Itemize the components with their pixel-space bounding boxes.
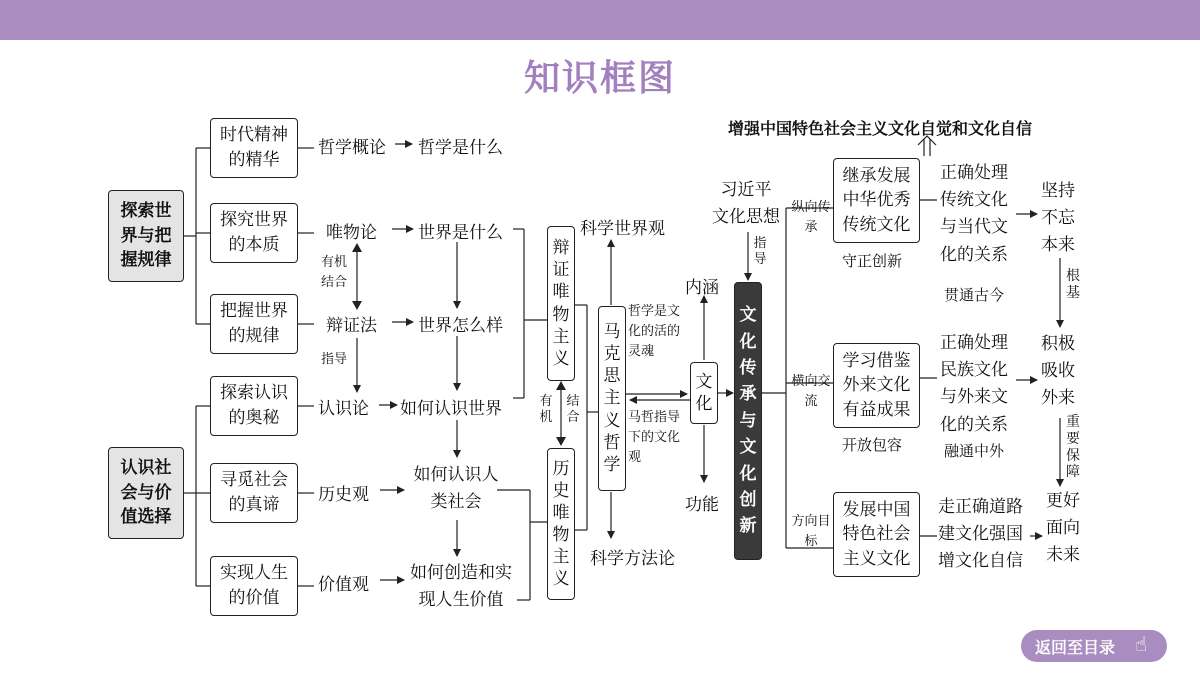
what-phil: 哲学是什么	[418, 138, 503, 158]
branch-1-tag: 守正创新	[842, 252, 903, 270]
branch-2-tag: 开放包容	[842, 436, 903, 454]
xi-thought	[712, 177, 780, 231]
sub-box-2	[210, 203, 298, 263]
xi-guide-label: 指导	[753, 236, 767, 267]
sub-label-1: 时代精神的精华	[220, 125, 288, 170]
branch-1-result: 坚持不忘本来	[1041, 181, 1075, 256]
science-worldview: 科学世界观	[580, 219, 665, 239]
branch-3-box	[833, 492, 920, 577]
sub-box-3	[210, 294, 298, 354]
science-methodology: 科学方法论	[590, 549, 675, 569]
sub-label-6: 实现人生的价值	[220, 563, 288, 608]
how-create: 如何创造和实现人生价值	[410, 563, 512, 611]
branch-2-box	[833, 343, 920, 428]
organic-vert-label: 有机	[539, 394, 553, 425]
organic-combination	[321, 253, 347, 293]
xi-line1: 习近平	[720, 180, 772, 200]
branch-3-box-label: 发展中国特色社会主义文化	[842, 499, 911, 569]
xi-line2: 文化思想	[712, 207, 780, 228]
value-view: 价值观	[318, 575, 369, 595]
organic-label: 有机	[321, 255, 348, 270]
phil-intro: 哲学概论	[318, 138, 386, 158]
branch-2-dir: 横向交流	[791, 374, 831, 410]
guide-text: 指导	[321, 352, 348, 367]
sub-label-3: 把握世界的规律	[220, 301, 288, 346]
root-base-label: 根基	[1066, 268, 1080, 301]
branch-1-dir: 纵向传承	[791, 200, 831, 236]
central-box	[734, 282, 762, 560]
epistemology-text: 认识论	[318, 399, 369, 419]
history-view: 历史观	[318, 485, 369, 505]
materialism-text: 唯物论	[326, 223, 377, 243]
connotation-text: 内涵	[685, 278, 719, 298]
how-know: 如何认识世界	[400, 399, 502, 419]
combine-label: 结合	[321, 275, 348, 291]
sub-box-5	[210, 463, 298, 523]
root-explore-label: 探索世界与把握规律	[120, 201, 172, 271]
function-text: 功能	[685, 495, 719, 515]
branch-3-dir: 方向目标	[791, 514, 831, 550]
sub-box-6	[210, 556, 298, 616]
culture-box	[690, 362, 718, 424]
branch-1-box	[833, 158, 920, 243]
phil-soul-text: 哲学是文化的活的灵魂	[628, 304, 681, 360]
dialectical-materialism-label: 辩证唯物主义	[552, 238, 570, 369]
branch-1-sub: 贯通古今	[944, 286, 1005, 304]
sub-label-5: 寻觅社会的真谛	[220, 470, 288, 515]
marxism-label: 马克思主义哲学	[603, 322, 621, 475]
sub-box-1	[210, 118, 298, 178]
branch-3-result: 更好面向未来	[1046, 491, 1080, 566]
branch-3-handle: 走正确道路建文化强国增文化自信	[938, 497, 1023, 572]
world-what: 世界是什么	[418, 223, 503, 243]
marxism-box	[598, 306, 626, 491]
sub-label-2: 探究世界的本质	[220, 210, 288, 255]
top-goal-text: 增强中国特色社会主义文化自觉和文化自信	[728, 119, 1033, 138]
historical-materialism-box	[547, 448, 575, 600]
branch-2-handle: 正确处理民族文化与外来文化的关系	[940, 333, 1008, 435]
sub-label-4: 探索认识的奥秘	[220, 383, 288, 428]
root-cognize-label: 认识社会与价值选择	[120, 458, 172, 528]
branch-2-result: 积极吸收外来	[1041, 334, 1075, 409]
branch-2-sub: 融通中外	[944, 442, 1005, 460]
phil-guide-text: 马哲指导下的文化观	[628, 410, 681, 466]
how-know-society: 如何认识人类社会	[413, 465, 499, 513]
back-to-contents-label: 返回至目录	[1035, 637, 1116, 657]
branch-1-handle: 正确处理传统文化与当代文化的关系	[940, 163, 1008, 265]
key-guarantee-label: 重要保障	[1066, 414, 1080, 481]
branch-2-box-label: 学习借鉴外来文化有益成果	[842, 350, 911, 420]
page-title: 知识框图	[523, 58, 676, 99]
root-explore-box	[108, 190, 184, 282]
root-cognize-box	[108, 447, 184, 539]
culture-label: 文化	[695, 371, 713, 414]
historical-materialism-label: 历史唯物主义	[552, 458, 570, 590]
world-how: 世界怎么样	[418, 316, 503, 336]
pointer-hand-icon: ☝	[1135, 632, 1148, 656]
dialectics-text: 辩证法	[326, 316, 377, 336]
central-label: 文化传承与文化创新	[739, 305, 757, 537]
branch-1-box-label: 继承发展中华优秀传统文化	[842, 165, 911, 235]
sub-box-4	[210, 376, 298, 436]
combine-vert-label: 结合	[566, 394, 580, 425]
dialectical-materialism-box	[547, 226, 575, 381]
